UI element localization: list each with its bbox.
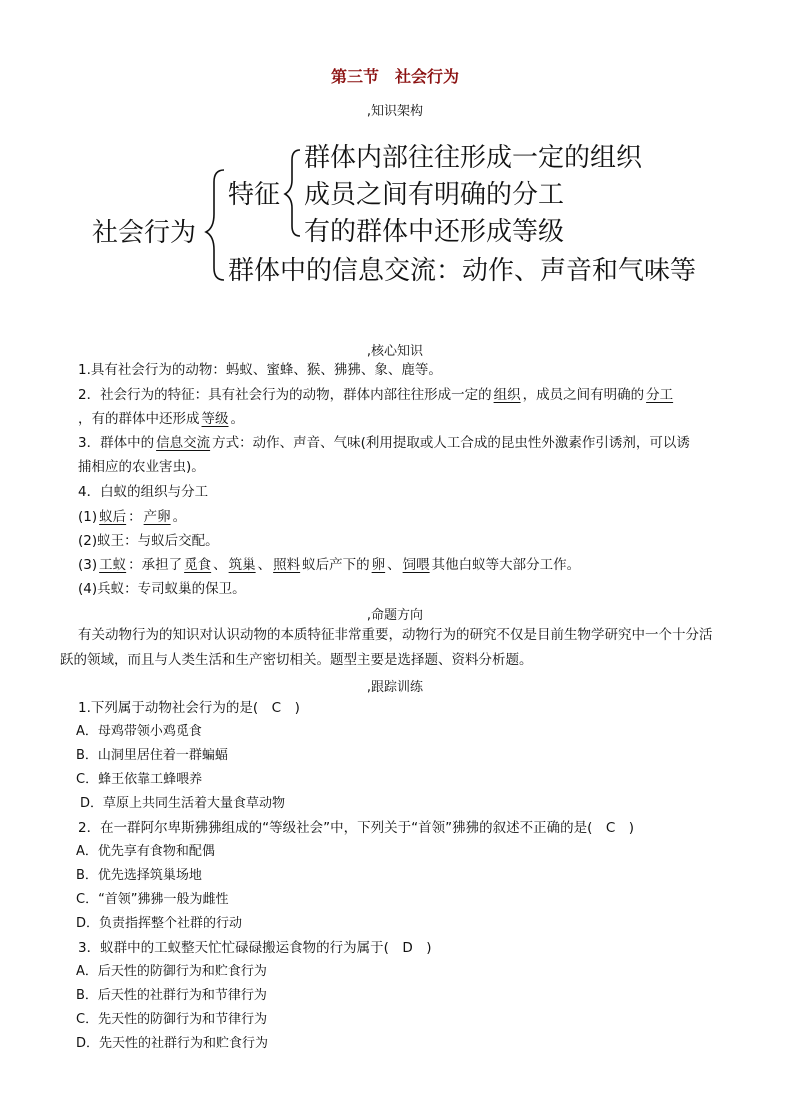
core-p4: 4．白蚁的组织与分工 (78, 484, 209, 500)
section-framework-heading: ,知识架构 (366, 104, 424, 119)
question-1-option-d: D．草原上共同生活着大量食草动物 (80, 796, 286, 811)
core-p3-line1: 3．群体中的 信息交流 方式：动作、声音、气味(利用提取或人工合成的昆虫性外激素作引诱剂，可以诱 (78, 435, 690, 451)
core-p4-1: (1) 蚁后 ： 产卵 。 (78, 509, 187, 525)
direction-line1: 有关动物行为的知识对认识动物的本质特征非常重要，动物行为的研究不仅是目前生物学研究中一个十分活 (78, 627, 713, 643)
blank-rank: 等级 (201, 411, 229, 427)
brace-features-icon (285, 150, 300, 236)
mindmap-feature-3: 有的群体中还形成等级 (304, 217, 565, 247)
blank-lay-eggs: 产卵 (143, 509, 171, 525)
question-3-option-c: C．先天性的防御行为和节律行为 (76, 1012, 268, 1027)
question-2-option-a: A．优先享有食物和配偶 (76, 844, 215, 859)
question-3-stem: 3．蚁群中的工蚁整天忙忙碌碌搬运食物的行为属于( D ) (78, 940, 432, 956)
question-3-option-d: D．先天性的社群行为和贮食行为 (76, 1036, 269, 1051)
core-p4-4: (4)兵蚁：专司蚁巢的保卫。 (78, 581, 246, 597)
blank-queen: 蚁后 (99, 509, 127, 525)
section-direction-heading: ,命题方向 (366, 608, 424, 623)
question-3-option-a: A．后天性的防御行为和贮食行为 (76, 964, 267, 979)
blank-division: 分工 (646, 387, 674, 403)
question-1-option-b: B．山洞里居住着一群蝙蝠 (76, 748, 228, 763)
blank-care: 照料 (273, 557, 301, 573)
core-p4-2: (2)蚁王：与蚁后交配。 (78, 533, 219, 549)
core-p2-line2: ，有的群体中还形成 等级 。 (78, 411, 244, 427)
question-1-option-c: C．蜂王依靠工蜂喂养 (76, 772, 203, 787)
mindmap-root: 社会行为 (92, 218, 197, 248)
blank-build-nest: 筑巢 (228, 557, 256, 573)
section-training-heading: ,跟踪训练 (366, 680, 424, 695)
mindmap-feature-1: 群体内部往往形成一定的组织 (304, 143, 643, 173)
question-2-stem: 2．在一群阿尔卑斯狒狒组成的“等级社会”中，下列关于“首领”狒狒的叙述不正确的是( C ) (78, 820, 635, 836)
question-2-option-b: B．优先选择筑巢场地 (76, 868, 202, 883)
blank-eggs: 卵 (371, 557, 386, 573)
direction-line2: 跃的领域，而且与人类生活和生产密切相关。题型主要是选择题、资料分析题。 (60, 652, 533, 668)
blank-worker: 工蚁 (99, 557, 127, 573)
question-2-option-c: C．“首领”狒狒一般为雌性 (76, 892, 229, 907)
blank-forage: 觅食 (184, 557, 212, 573)
brace-root-icon (206, 170, 224, 280)
question-1-option-a: A．母鸡带领小鸡觅食 (76, 724, 202, 739)
mindmap-branch-communication: 群体中的信息交流：动作、声音和气味等 (228, 256, 697, 286)
blank-feed: 饲喂 (402, 557, 430, 573)
core-p4-3: (3) 工蚁 ：承担了 觅食 、 筑巢 、 照料 蚁后产下的 卵 、 饲喂 其他白蚁等大部分工作。 (78, 557, 581, 573)
section-core-heading: ,核心知识 (366, 344, 424, 359)
question-1-stem: 1.下列属于动物社会行为的是( C ) (78, 700, 300, 716)
mindmap-feature-2: 成员之间有明确的分工 (304, 180, 565, 210)
mindmap-branch-features: 特征 (228, 180, 281, 210)
question-2-option-d: D．负责指挥整个社群的行动 (76, 916, 243, 931)
question-3-option-b: B．后天性的社群行为和节律行为 (76, 988, 267, 1003)
blank-communication: 信息交流 (156, 435, 211, 451)
blank-organization: 组织 (493, 387, 521, 403)
core-p2-line1: 2．社会行为的特征：具有社会行为的动物，群体内部往往形成一定的 组织 ，成员之间有明确的 分工 (78, 387, 674, 403)
core-p1: 1.具有社会行为的动物：蚂蚁、蜜蜂、猴、狒狒、象、鹿等。 (78, 362, 442, 378)
page-title: 第三节 社会行为 (330, 67, 459, 86)
core-p3-line2: 捕相应的农业害虫)。 (78, 459, 205, 475)
